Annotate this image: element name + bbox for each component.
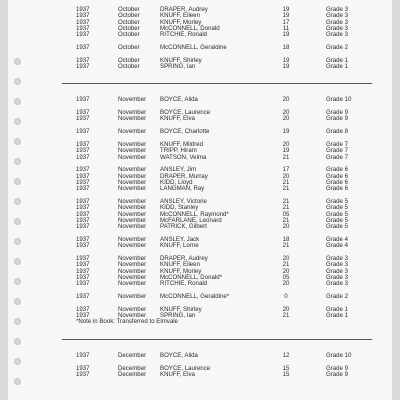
- days-cell: 15: [282, 370, 290, 378]
- grade-cell: Grade 9: [326, 109, 349, 117]
- student-name-cell: ANSLEY, Jack: [160, 236, 200, 243]
- binder-hole-icon: [14, 378, 21, 385]
- section-divider: [62, 339, 372, 340]
- student-name-cell: KNUFF, Mildred: [160, 140, 204, 148]
- grade-cell: Grade 7: [326, 140, 349, 148]
- student-name-cell: ANSLEY, Jim: [160, 166, 197, 174]
- month-cell: December: [118, 364, 147, 372]
- days-cell: 21: [282, 216, 290, 224]
- year-cell: 1937: [76, 242, 90, 250]
- binder-hole-icon: [14, 158, 21, 165]
- year-cell: 1937: [76, 115, 90, 123]
- days-cell: 05: [282, 210, 290, 218]
- days-cell: 20: [282, 255, 290, 263]
- year-cell: 1937: [76, 25, 90, 33]
- days-cell: 20: [282, 172, 290, 180]
- month-cell: November: [118, 305, 147, 313]
- month-cell: November: [118, 267, 147, 275]
- student-name-cell: KNUFF, Eileen: [160, 261, 200, 269]
- days-cell: 20: [282, 305, 290, 313]
- student-name-cell: RITCHIE, Ronald: [160, 31, 208, 39]
- month-cell: October: [118, 56, 140, 64]
- grade-cell: Grade 3: [326, 18, 349, 26]
- binder-hole-icon: [14, 338, 21, 345]
- student-name-cell: McFARLANE, Leonard: [160, 216, 222, 224]
- month-cell: November: [118, 147, 147, 155]
- record-row: [68, 243, 368, 249]
- record-row: [68, 281, 368, 287]
- month-cell: October: [118, 25, 140, 33]
- days-cell: 12: [282, 351, 290, 359]
- binder-hole-icon: [14, 238, 21, 245]
- binder-hole-icon: [14, 298, 21, 305]
- student-name-cell: KNUFF, Morley: [160, 267, 202, 275]
- days-cell: 21: [282, 178, 290, 186]
- year-cell: 1937: [76, 109, 90, 117]
- grade-cell: Grade 5: [326, 210, 349, 218]
- grade-cell: Grade 7: [326, 153, 349, 161]
- grade-cell: Grade 2: [326, 293, 349, 301]
- days-cell: 21: [282, 204, 290, 212]
- month-cell: November: [118, 178, 147, 186]
- month-cell: October: [118, 63, 140, 71]
- student-name-cell: KNUFF, Lorne: [160, 242, 199, 250]
- days-cell: 05: [282, 274, 290, 282]
- year-cell: 1937: [76, 223, 90, 231]
- days-cell: 20: [282, 223, 290, 231]
- year-cell: 1937: [76, 210, 90, 218]
- month-cell: October: [118, 44, 140, 52]
- days-cell: 18: [282, 44, 290, 52]
- record-row: [68, 353, 368, 359]
- month-cell: December: [118, 370, 147, 378]
- grade-cell: Grade 9: [326, 364, 349, 372]
- section-divider: [62, 83, 372, 84]
- days-cell: 17: [282, 166, 290, 174]
- student-name-cell: McCONNELL, Geraldine*: [160, 293, 230, 301]
- record-row: [68, 372, 368, 378]
- month-cell: November: [118, 280, 147, 288]
- record-row: [68, 129, 368, 135]
- student-name-cell: McCONNELL, Donald: [160, 25, 220, 33]
- attendance-listing: [68, 7, 368, 378]
- days-cell: 11: [282, 25, 290, 33]
- year-cell: 1937: [76, 153, 90, 161]
- month-cell: November: [118, 109, 147, 117]
- grade-cell: Grade 6: [326, 178, 349, 186]
- year-cell: 1937: [76, 63, 90, 71]
- year-cell: 1937: [76, 305, 90, 313]
- student-name-cell: WATSON, Velma: [160, 153, 207, 161]
- student-name-cell: ANSLEY, Victorie: [160, 197, 207, 205]
- days-cell: 20: [282, 96, 290, 104]
- binder-hole-icon: [14, 258, 21, 265]
- record-row: [68, 224, 368, 230]
- month-cell: November: [118, 242, 147, 250]
- month-cell: November: [118, 312, 147, 320]
- record-row: [68, 32, 368, 38]
- year-cell: 1937: [76, 197, 90, 205]
- days-cell: 21: [282, 242, 290, 250]
- month-cell: November: [118, 236, 147, 243]
- year-cell: 1937: [76, 31, 90, 39]
- year-cell: 1937: [76, 351, 90, 359]
- student-name-cell: SPRING, Ian: [160, 63, 196, 71]
- record-row: [68, 186, 368, 192]
- year-cell: 1937: [76, 370, 90, 378]
- year-cell: 1937: [76, 166, 90, 174]
- month-cell: November: [118, 293, 147, 301]
- year-cell: 1937: [76, 44, 90, 52]
- record-row: [68, 64, 368, 70]
- grade-cell: Grade 6: [326, 172, 349, 180]
- grade-cell: Grade 3: [326, 31, 349, 39]
- year-cell: 1937: [76, 96, 90, 104]
- grade-cell: Grade 3: [326, 12, 349, 20]
- grade-cell: Grade 10: [326, 96, 352, 104]
- days-cell: 20: [282, 267, 290, 275]
- month-cell: November: [118, 115, 147, 123]
- month-cell: November: [118, 185, 147, 193]
- days-cell: 20: [282, 140, 290, 148]
- binder-hole-icon: [14, 358, 21, 365]
- student-name-cell: RITCHIE, Ronald: [160, 280, 208, 288]
- student-name-cell: McCONNELL, Donald*: [160, 274, 222, 282]
- grade-cell: Grade 10: [326, 351, 352, 359]
- days-cell: 15: [282, 364, 290, 372]
- student-name-cell: KNUFF, Morley: [160, 18, 202, 26]
- student-name-cell: DRAPER, Murray: [160, 172, 208, 180]
- binder-hole-icon: [14, 118, 21, 125]
- month-section: [68, 97, 368, 325]
- student-name-cell: KNUFF, Shirley: [160, 56, 202, 64]
- year-cell: 1937: [76, 293, 90, 301]
- student-name-cell: PATRICK, Gilbert: [160, 223, 207, 231]
- year-cell: 1937: [76, 147, 90, 155]
- month-cell: October: [118, 6, 140, 13]
- grade-cell: Grade 6: [326, 166, 349, 174]
- grade-cell: Grade 3: [326, 6, 349, 13]
- month-cell: November: [118, 172, 147, 180]
- binder-hole-icon: [14, 278, 21, 285]
- student-name-cell: KNUFF, Eileen: [160, 12, 200, 20]
- student-name-cell: BOYCE, Laurence: [160, 364, 211, 372]
- month-cell: November: [118, 140, 147, 148]
- month-cell: October: [118, 18, 140, 26]
- month-cell: November: [118, 216, 147, 224]
- month-section: [68, 7, 368, 70]
- days-cell: 19: [282, 31, 290, 39]
- year-cell: 1937: [76, 12, 90, 20]
- grade-cell: Grade 5: [326, 197, 349, 205]
- transfer-note: *Note in Book: Transferred to Elmvale: [76, 318, 178, 326]
- student-name-cell: KNUFF, Shirley: [160, 305, 202, 313]
- grade-cell: Grade 1: [326, 56, 349, 64]
- grade-cell: Grade 3: [326, 255, 349, 263]
- year-cell: 1937: [76, 6, 90, 13]
- year-cell: 1937: [76, 364, 90, 372]
- year-cell: 1937: [76, 267, 90, 275]
- year-cell: 1937: [76, 204, 90, 212]
- days-cell: 19: [282, 56, 290, 64]
- binder-hole-icon: [14, 78, 21, 85]
- binder-hole-icon: [14, 198, 21, 205]
- year-cell: 1937: [76, 56, 90, 64]
- days-cell: 20: [282, 115, 290, 123]
- days-cell: 21: [282, 153, 290, 161]
- binder-hole-icon: [14, 58, 21, 65]
- days-cell: 0: [284, 293, 288, 301]
- grade-cell: Grade 7: [326, 147, 349, 155]
- grade-cell: Grade 8: [326, 128, 349, 136]
- student-name-cell: TRIPP, Hiram: [160, 147, 197, 155]
- grade-cell: Grade 5: [326, 204, 349, 212]
- grade-cell: Grade 1: [326, 305, 349, 313]
- section-spacer: [68, 70, 368, 79]
- student-name-cell: McCONNELL, Raymond*: [160, 210, 229, 218]
- year-cell: 1937: [76, 216, 90, 224]
- grade-cell: Grade 3: [326, 261, 349, 269]
- days-cell: 21: [282, 261, 290, 269]
- grade-cell: Grade 9: [326, 115, 349, 123]
- section-spacer: [68, 344, 368, 353]
- student-name-cell: BOYCE, Alida: [160, 351, 198, 359]
- student-name-cell: McCONNELL, Geraldine: [160, 44, 227, 52]
- grade-cell: Grade 3: [326, 280, 349, 288]
- grade-cell: Grade 2: [326, 44, 349, 52]
- month-cell: November: [118, 197, 147, 205]
- student-name-cell: KIDD, Stanley: [160, 204, 199, 212]
- year-cell: 1937: [76, 140, 90, 148]
- student-name-cell: LANGMAN, Ray: [160, 185, 205, 193]
- month-cell: November: [118, 166, 147, 174]
- section-spacer: [68, 88, 368, 97]
- year-cell: 1937: [76, 128, 90, 136]
- days-cell: 18: [282, 236, 290, 243]
- grade-cell: Grade 1: [326, 63, 349, 71]
- month-cell: November: [118, 128, 147, 136]
- days-cell: 21: [282, 312, 290, 320]
- grade-cell: Grade 5: [326, 216, 349, 224]
- days-cell: 21: [282, 185, 290, 193]
- grade-cell: Grade 9: [326, 370, 349, 378]
- document-page: [8, 0, 392, 400]
- grade-cell: Grade 5: [326, 223, 349, 231]
- days-cell: 20: [282, 109, 290, 117]
- days-cell: 19: [282, 12, 290, 20]
- student-name-cell: SPRING, Ian: [160, 312, 196, 320]
- student-name-cell: DRAPER, Audrey: [160, 255, 208, 263]
- record-row: [68, 97, 368, 103]
- section-spacer: [68, 326, 368, 335]
- year-cell: 1937: [76, 261, 90, 269]
- student-name-cell: KNUFF, Elva: [160, 370, 195, 378]
- month-cell: November: [118, 210, 147, 218]
- binder-hole-icon: [14, 218, 21, 225]
- student-name-cell: KIDD, Lloyd: [160, 178, 193, 186]
- month-cell: November: [118, 223, 147, 231]
- year-cell: 1937: [76, 172, 90, 180]
- year-cell: 1937: [76, 236, 90, 243]
- year-cell: 1937: [76, 178, 90, 186]
- binder-hole-icon: [14, 98, 21, 105]
- month-cell: November: [118, 204, 147, 212]
- month-cell: December: [118, 351, 147, 359]
- month-cell: November: [118, 261, 147, 269]
- month-cell: November: [118, 96, 147, 104]
- year-cell: 1937: [76, 255, 90, 263]
- year-cell: 1937: [76, 185, 90, 193]
- grade-cell: Grade 3: [326, 267, 349, 275]
- student-name-cell: BOYCE, Laurence: [160, 109, 211, 117]
- days-cell: 19: [282, 128, 290, 136]
- days-cell: 20: [282, 280, 290, 288]
- binder-hole-icon: [14, 138, 21, 145]
- month-cell: October: [118, 31, 140, 39]
- record-row: [68, 155, 368, 161]
- days-cell: 19: [282, 147, 290, 155]
- grade-cell: Grade 6: [326, 185, 349, 193]
- grade-cell: Grade 3: [326, 274, 349, 282]
- student-name-cell: KNUFF, Elva: [160, 115, 195, 123]
- year-cell: 1937: [76, 274, 90, 282]
- year-cell: 1937: [76, 18, 90, 26]
- grade-cell: Grade 3: [326, 25, 349, 33]
- year-cell: 1937: [76, 312, 90, 320]
- binder-hole-icon: [14, 318, 21, 325]
- student-name-cell: BOYCE, Alida: [160, 96, 198, 104]
- days-cell: 19: [282, 63, 290, 71]
- grade-cell: Grade 4: [326, 242, 349, 250]
- days-cell: 17: [282, 18, 290, 26]
- student-name-cell: DRAPER, Audrey: [160, 6, 208, 13]
- grade-cell: Grade 4: [326, 236, 349, 243]
- year-cell: 1937: [76, 280, 90, 288]
- student-name-cell: BOYCE, Charlotte: [160, 128, 210, 136]
- record-row: [68, 45, 368, 51]
- month-cell: November: [118, 255, 147, 263]
- record-row: [68, 116, 368, 122]
- month-cell: November: [118, 153, 147, 161]
- grade-cell: Grade 1: [326, 312, 349, 320]
- month-cell: October: [118, 12, 140, 20]
- month-cell: November: [118, 274, 147, 282]
- month-section: [68, 353, 368, 378]
- days-cell: 19: [282, 6, 290, 13]
- days-cell: 21: [282, 197, 290, 205]
- binder-hole-icon: [14, 178, 21, 185]
- record-row: [68, 294, 368, 300]
